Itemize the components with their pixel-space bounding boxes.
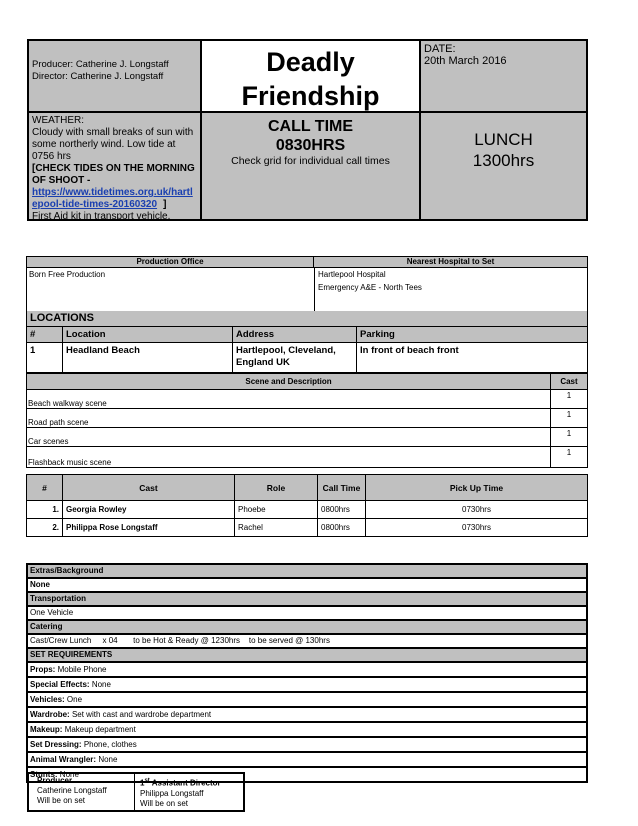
extras-label: Extras/Background [28, 565, 586, 579]
ad-note: Will be on set [140, 798, 189, 808]
weather-text: Cloudy with small breaks of sun with some northerly wind. Low tide at 0756 hrs [32, 127, 194, 162]
loc-header-location: Location [63, 327, 233, 343]
transport-value: One Vehicle [28, 607, 586, 621]
cast-name: Philippa Rose Longstaff [63, 519, 235, 537]
cast-role: Rachel [235, 519, 318, 537]
call-time-value: 0830HRS [275, 137, 346, 154]
set-requirements-label: SET REQUIREMENTS [28, 649, 586, 663]
cast-row [27, 501, 588, 519]
production-office-value: Born Free Production [29, 270, 106, 279]
office-block [26, 256, 588, 313]
tides-link[interactable]: https://www.tidetimes.org.uk/hartlepool-tide-times-20160320 [32, 187, 193, 210]
cast-role: Phoebe [235, 501, 318, 519]
scene-row [27, 390, 588, 409]
cast-header-call: Call Time [318, 475, 366, 501]
loc-header-num: # [27, 327, 63, 343]
call-time-cell [202, 113, 421, 219]
transport-label: Transportation [28, 593, 586, 607]
cast-header-role: Role [235, 475, 318, 501]
call-time-label: CALL TIME [267, 118, 354, 135]
title-cell [202, 41, 421, 113]
requirement-value: Set with cast and wardrobe department [71, 710, 212, 719]
lunch-cell [421, 113, 586, 219]
cast-header-pickup: Pick Up Time [366, 475, 588, 501]
producer-title: Producer [37, 776, 73, 785]
footer-contacts [27, 772, 245, 812]
location-name: Headland Beach [63, 343, 233, 373]
location-address: Hartlepool, Cleveland, England UK [233, 343, 357, 373]
ad-name: Philippa Longstaff [140, 788, 204, 798]
ad-contact [135, 774, 243, 810]
requirement-label: Set Dressing: [30, 740, 82, 749]
cast-row [27, 519, 588, 537]
cast-pickup-time: 0730hrs [366, 501, 588, 519]
requirement-label: Vehicles: [30, 695, 65, 704]
requirement-row [28, 723, 586, 738]
location-row [27, 343, 588, 373]
tides-close: ] [163, 199, 167, 210]
scene-cast-header: Cast [551, 374, 588, 390]
scene-description: Road path scene [27, 409, 551, 428]
scene-cast: 1 [551, 390, 588, 409]
requirement-row [28, 738, 586, 753]
location-num: 1 [27, 343, 63, 373]
cast-name: Georgia Rowley [63, 501, 235, 519]
hospital-header: Nearest Hospital to Set [314, 257, 587, 268]
scene-row [27, 409, 588, 428]
scene-cast: 1 [551, 409, 588, 428]
extras-value: None [28, 579, 586, 593]
weather-label: WEATHER: [32, 115, 85, 126]
scene-description: Car scenes [27, 428, 551, 447]
requirement-row [28, 678, 586, 693]
locations-table [26, 326, 588, 373]
cast-pickup-time: 0730hrs [366, 519, 588, 537]
cast-call-time: 0800hrs [318, 519, 366, 537]
requirement-value: None [59, 770, 79, 779]
requirement-value: None [98, 755, 118, 764]
requirement-row [28, 753, 586, 768]
requirement-label: Animal Wrangler: [30, 755, 97, 764]
call-time-note: Check grid for individual call times [231, 155, 390, 167]
locations-title: LOCATIONS [26, 311, 588, 326]
catering-label: Catering [28, 621, 586, 635]
director-line: Director: Catherine J. Longstaff [32, 71, 164, 82]
tides-note: [CHECK TIDES ON THE MORNING OF SHOOT - [32, 163, 195, 186]
scene-row [27, 428, 588, 447]
requirement-value: Phone, clothes [83, 740, 137, 749]
cast-table [26, 474, 588, 537]
catering-value: Cast/Crew Lunch x 04 to be Hot & Ready @ 1230hrs to be served @ 130hrs [28, 635, 586, 649]
scene-cast: 1 [551, 447, 588, 468]
date-cell [421, 41, 586, 113]
cast-header-row [27, 475, 588, 501]
cast-header-num: # [27, 475, 63, 501]
header-block [27, 39, 588, 221]
lunch-value: 1300hrs [472, 151, 535, 170]
date-value: 20th March 2016 [424, 55, 507, 67]
scene-row [27, 447, 588, 468]
requirement-row [28, 693, 586, 708]
production-office-header: Production Office [27, 257, 314, 268]
producer-director-cell [29, 41, 202, 113]
date-label: DATE: [424, 43, 456, 55]
requirement-row [28, 708, 586, 723]
cast-num: 2. [27, 519, 63, 537]
scene-description: Flashback music scene [27, 447, 551, 468]
producer-contact [29, 774, 135, 810]
requirement-value: One [66, 695, 83, 704]
scenes-table [26, 373, 588, 468]
loc-header-parking: Parking [357, 327, 588, 343]
requirements-block [26, 563, 588, 783]
requirement-value: Mobile Phone [57, 665, 107, 674]
requirement-label: Makeup: [30, 725, 63, 734]
film-title-line2: Friendship [241, 81, 380, 111]
requirement-value: Makeup department [64, 725, 136, 734]
first-aid-note: First Aid kit in transport vehicle. [32, 211, 171, 222]
requirement-label: Props: [30, 665, 56, 674]
cast-call-time: 0800hrs [318, 501, 366, 519]
locations-header-row [27, 327, 588, 343]
film-title-line1: Deadly [266, 47, 355, 77]
hospital-name: Hartlepool Hospital [318, 270, 386, 279]
loc-header-address: Address [233, 327, 357, 343]
producer-line: Producer: Catherine J. Longstaff [32, 59, 169, 70]
requirement-label: Stunts: [30, 770, 58, 779]
requirement-label: Wardrobe: [30, 710, 70, 719]
weather-cell [29, 113, 202, 222]
hospital-detail: Emergency A&E - North Tees [318, 283, 422, 292]
scenes-header-row [27, 374, 588, 390]
lunch-label: LUNCH [474, 130, 533, 149]
ad-title: 1st Assistant Director [140, 778, 221, 788]
producer-note: Will be on set [37, 796, 86, 805]
scene-cast: 1 [551, 428, 588, 447]
cast-num: 1. [27, 501, 63, 519]
cast-header-name: Cast [63, 475, 235, 501]
requirement-row [28, 663, 586, 678]
scene-header: Scene and Description [27, 374, 551, 390]
requirement-label: Special Effects: [30, 680, 90, 689]
producer-name: Catherine Longstaff [37, 786, 107, 795]
location-parking: In front of beach front [357, 343, 588, 373]
requirement-value: None [91, 680, 111, 689]
scene-description: Beach walkway scene [27, 390, 551, 409]
